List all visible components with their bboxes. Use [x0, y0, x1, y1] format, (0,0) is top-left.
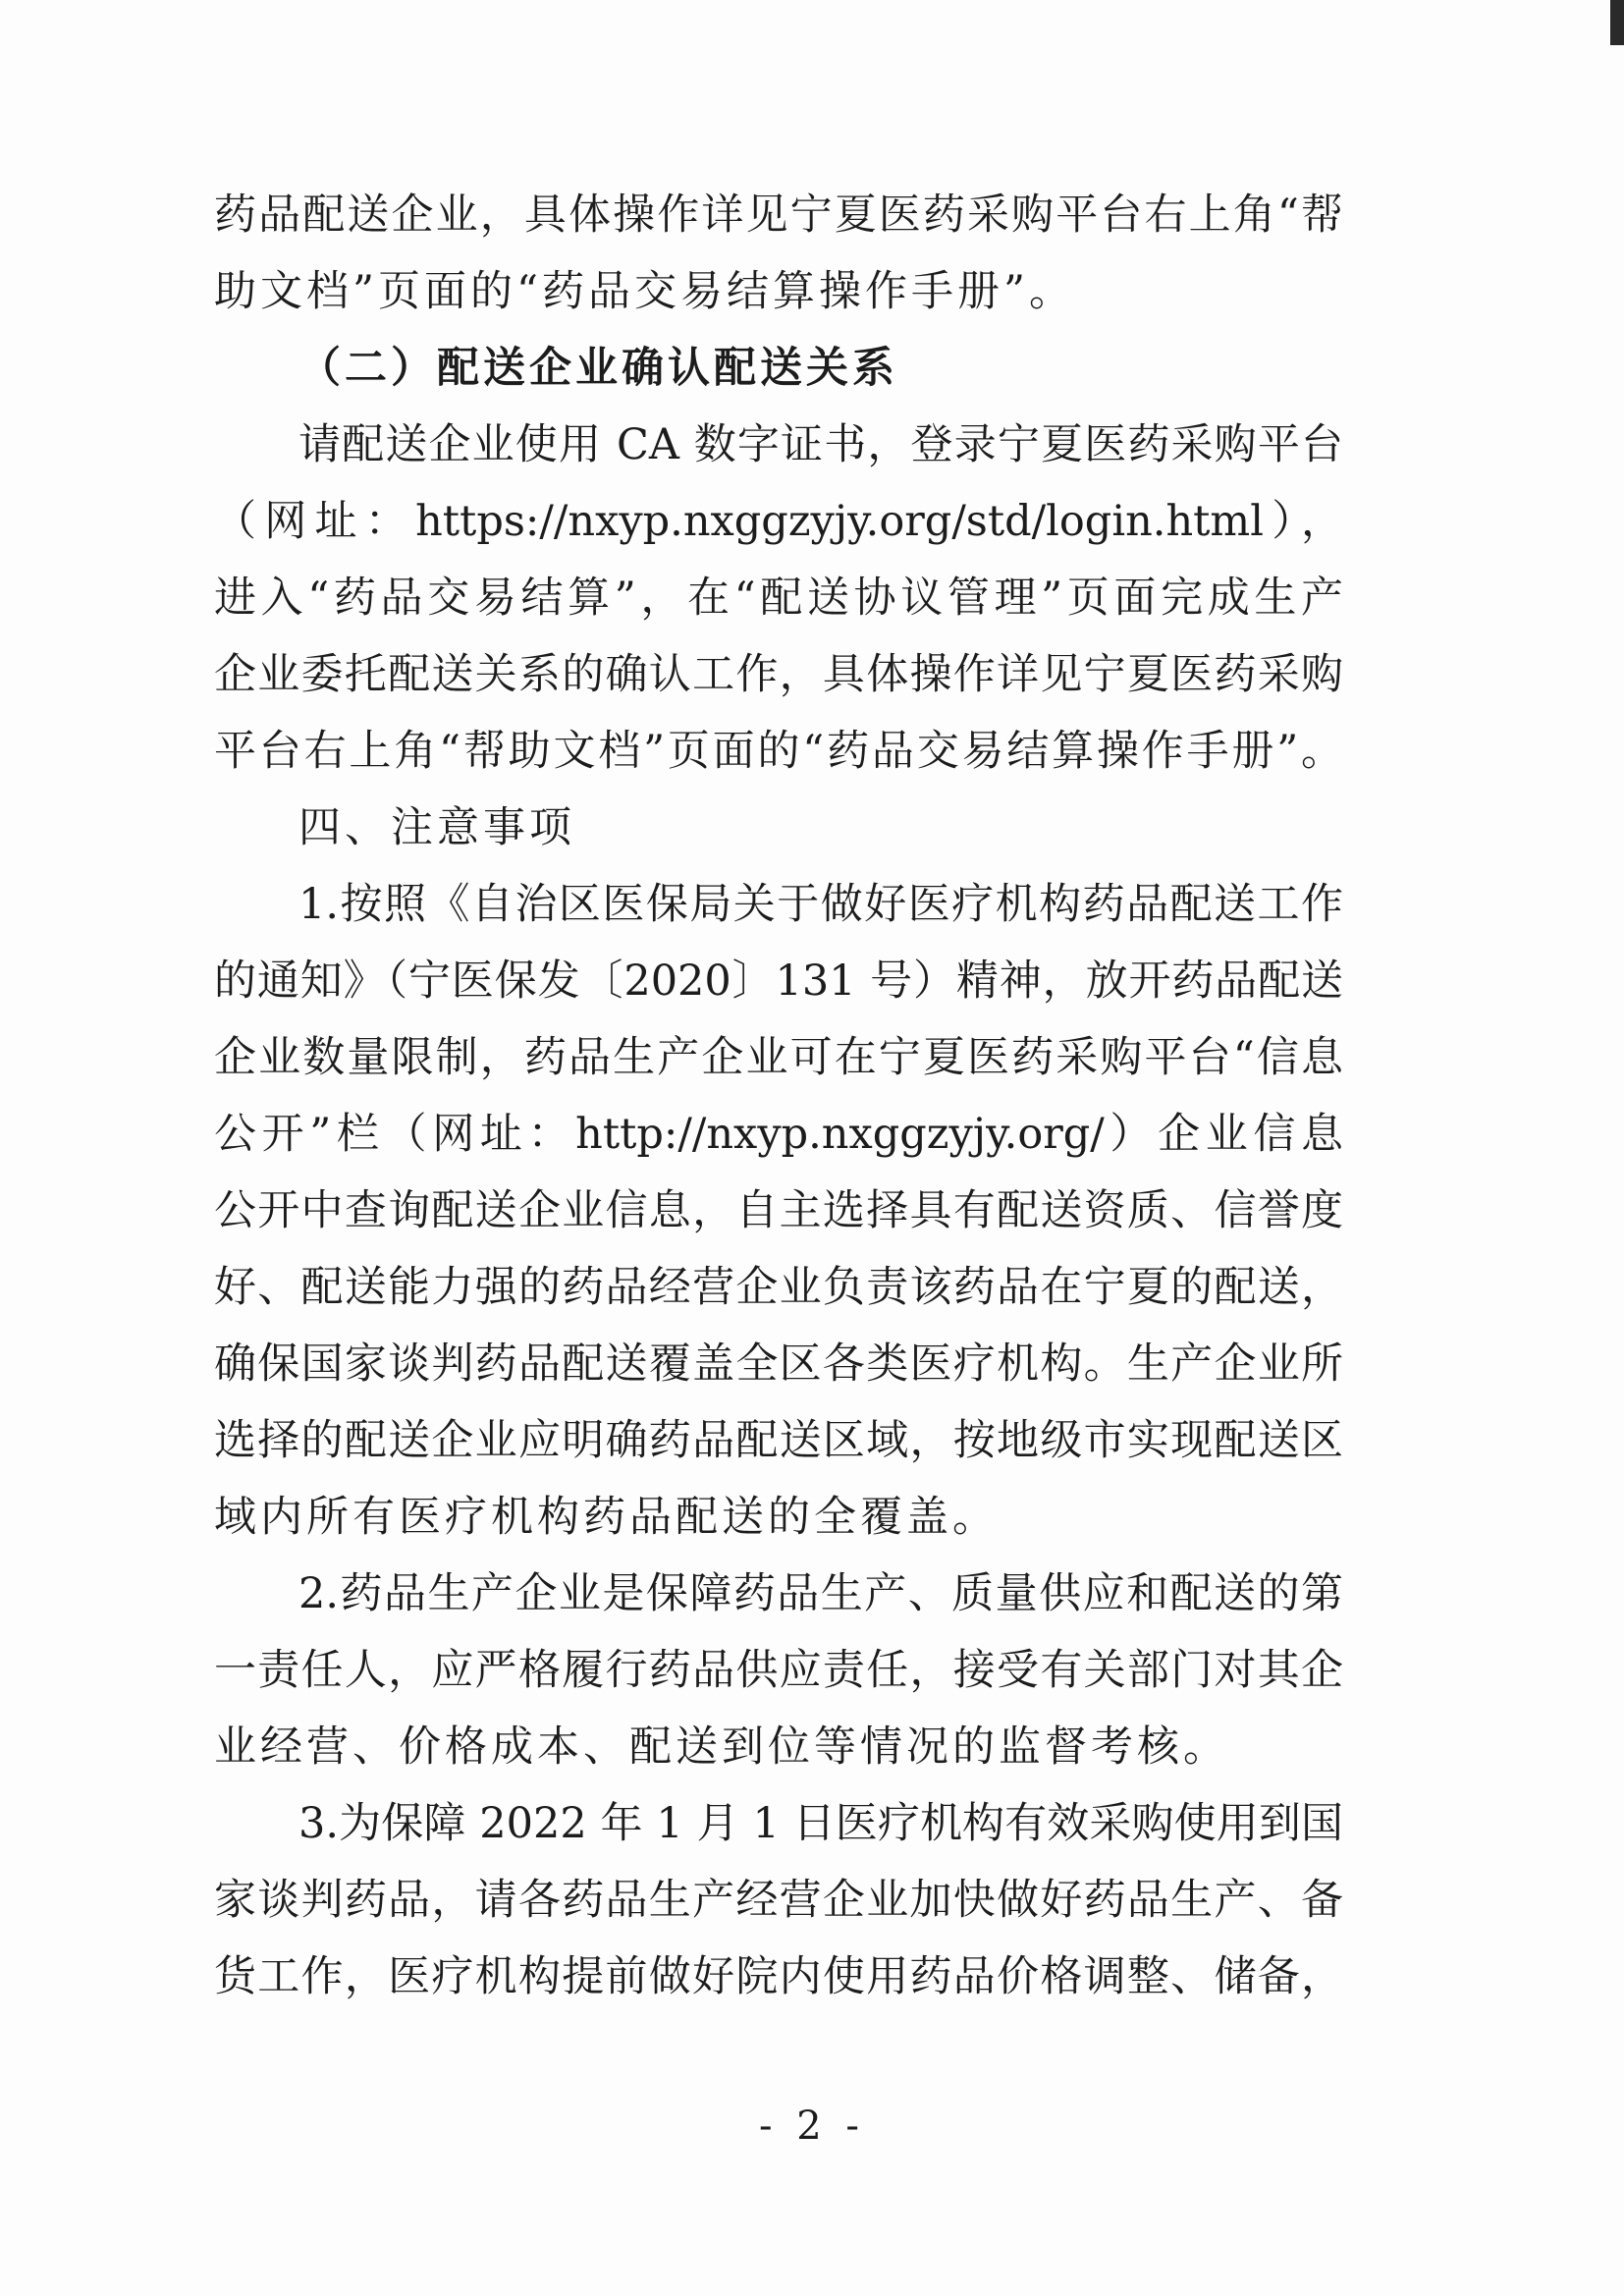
paragraph-line: 进入“药品交易结算”，在“配送协议管理”页面完成生产 — [214, 574, 1343, 623]
paragraph-line: 企业数量限制，药品生产企业可在宁夏医药采购平台“信息 — [214, 1033, 1343, 1082]
paragraph-line: 域内所有医疗机构药品配送的全覆盖。 — [214, 1493, 999, 1542]
paragraph-line: 助文档”页面的“药品交易结算操作手册”。 — [214, 267, 1075, 316]
paragraph-line: 平台右上角“帮助文档”页面的“药品交易结算操作手册”。 — [214, 727, 1343, 776]
paragraph-line: 公开”栏（网址：http://nxyp.nxggzyjy.org/）企业信息 — [214, 1110, 1343, 1159]
paragraph-line: 确保国家谈判药品配送覆盖全区各类医疗机构。生产企业所 — [214, 1339, 1343, 1389]
page-number: - 2 - — [759, 2104, 865, 2149]
paragraph-line: （网址：https://nxyp.nxggzyjy.org/std/login.html）， — [214, 497, 1343, 546]
paragraph-line: 公开中查询配送企业信息，自主选择具有配送资质、信誉度 — [214, 1186, 1343, 1235]
paragraph-line: 请配送企业使用 CA 数字证书，登录宁夏医药采购平台 — [298, 420, 1343, 469]
section-heading-distribution-confirm: （二）配送企业确认配送关系 — [298, 344, 898, 393]
paragraph-line: 1.按照《自治区医保局关于做好医疗机构药品配送工作 — [298, 880, 1343, 929]
paragraph-line: 3.为保障 2022 年 1 月 1 日医疗机构有效采购使用到国 — [298, 1799, 1343, 1848]
document-body — [214, 177, 1343, 2015]
scan-edge-mark — [1610, 0, 1624, 45]
paragraph-line: 企业委托配送关系的确认工作，具体操作详见宁夏医药采购 — [214, 650, 1343, 699]
paragraph-line: 药品配送企业，具体操作详见宁夏医药采购平台右上角“帮 — [214, 191, 1343, 240]
paragraph-line: 好、配送能力强的药品经营企业负责该药品在宁夏的配送， — [214, 1263, 1343, 1312]
paragraph-line: 业经营、价格成本、配送到位等情况的监督考核。 — [214, 1722, 1229, 1772]
paragraph-line: 选择的配送企业应明确药品配送区域，按地级市实现配送区 — [214, 1416, 1343, 1465]
paragraph-line: 2.药品生产企业是保障药品生产、质量供应和配送的第 — [298, 1569, 1343, 1618]
section-heading-notes: 四、注意事项 — [298, 803, 575, 852]
paragraph-line: 货工作，医疗机构提前做好院内使用药品价格调整、储备， — [214, 1952, 1343, 2001]
paragraph-line: 的通知》（宁医保发〔2020〕131 号）精神，放开药品配送 — [214, 957, 1343, 1006]
paragraph-line: 家谈判药品，请各药品生产经营企业加快做好药品生产、备 — [214, 1876, 1343, 1925]
paragraph-line: 一责任人，应严格履行药品供应责任，接受有关部门对其企 — [214, 1646, 1343, 1695]
